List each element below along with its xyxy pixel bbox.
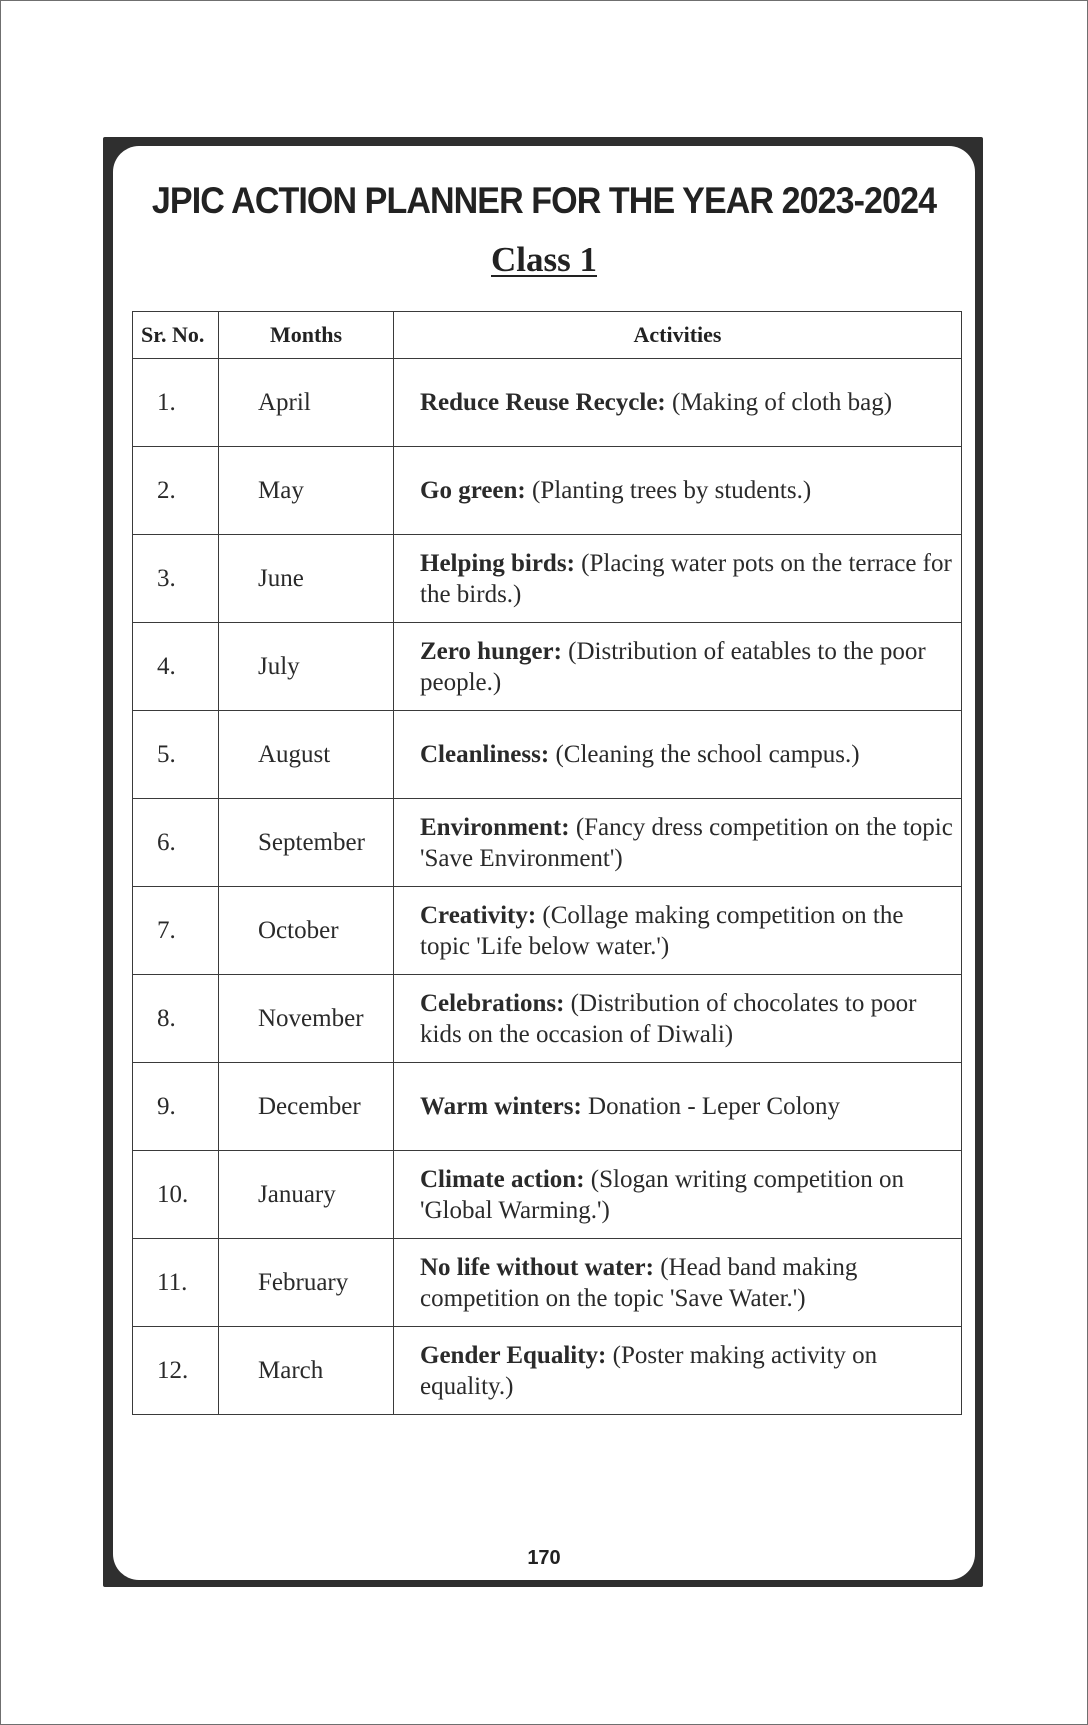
row-sr-no: 9.	[133, 1063, 219, 1151]
row-month: December	[219, 1063, 394, 1151]
row-sr-no: 5.	[133, 711, 219, 799]
activity-heading: Creativity:	[420, 901, 537, 929]
row-month: November	[219, 975, 394, 1063]
activity-description: (Poster making activity on equality.)	[420, 1341, 878, 1400]
table-row	[133, 1151, 962, 1239]
row-sr-no: 12.	[133, 1327, 219, 1415]
row-sr-no: 4.	[133, 623, 219, 711]
row-month: September	[219, 799, 394, 887]
activity-description: (Placing water pots on the terrace for the birds.)	[420, 549, 952, 608]
table-header-row	[133, 312, 962, 359]
activity-heading: Celebrations:	[420, 989, 565, 1017]
table-body	[133, 359, 962, 1415]
activity-heading: Gender Equality:	[420, 1341, 607, 1369]
row-sr-no: 6.	[133, 799, 219, 887]
row-activity	[394, 623, 962, 711]
row-month: April	[219, 359, 394, 447]
activity-description: (Fancy dress competition on the topic 'Save Environment')	[420, 813, 953, 872]
row-month: August	[219, 711, 394, 799]
activity-heading: Zero hunger:	[420, 637, 562, 665]
row-activity	[394, 887, 962, 975]
table-row	[133, 887, 962, 975]
activity-heading: Go green:	[420, 477, 526, 504]
row-activity	[394, 359, 962, 447]
table-row	[133, 711, 962, 799]
row-activity	[394, 447, 962, 535]
activity-heading: Helping birds:	[420, 549, 575, 577]
activity-description: (Head band making competition on the topic 'Save Water.')	[420, 1253, 858, 1312]
row-activity	[394, 1063, 962, 1151]
row-month: March	[219, 1327, 394, 1415]
action-planner-table	[132, 311, 962, 1415]
row-sr-no: 11.	[133, 1239, 219, 1327]
class-subtitle: Class 1	[491, 240, 597, 279]
activity-description: (Collage making competition on the topic 'Life below water.')	[420, 901, 904, 960]
table-row	[133, 359, 962, 447]
row-month: October	[219, 887, 394, 975]
row-month: February	[219, 1239, 394, 1327]
table-row	[133, 1327, 962, 1415]
row-activity	[394, 1327, 962, 1415]
row-sr-no: 7.	[133, 887, 219, 975]
table-row	[133, 623, 962, 711]
activity-heading: Environment:	[420, 813, 570, 841]
row-activity	[394, 799, 962, 887]
row-sr-no: 8.	[133, 975, 219, 1063]
activity-description: (Distribution of chocolates to poor kids on the occasion of Diwali)	[420, 989, 917, 1048]
activity-description: (Making of cloth bag)	[665, 389, 893, 416]
row-month: July	[219, 623, 394, 711]
row-activity	[394, 1239, 962, 1327]
table-row	[133, 535, 962, 623]
table-row	[133, 1063, 962, 1151]
table-row	[133, 799, 962, 887]
header-months: Months	[219, 312, 394, 359]
page-title: JPIC ACTION PLANNER FOR THE YEAR 2023-2024	[151, 180, 937, 221]
row-sr-no: 2.	[133, 447, 219, 535]
page-number: 170	[527, 1547, 561, 1569]
activity-description: (Slogan writing competition on 'Global Warming.')	[420, 1165, 904, 1224]
activity-heading: Warm winters:	[420, 1093, 582, 1120]
header-sr-no: Sr. No.	[133, 312, 219, 359]
row-sr-no: 1.	[133, 359, 219, 447]
row-sr-no: 10.	[133, 1151, 219, 1239]
table-row	[133, 975, 962, 1063]
row-month: May	[219, 447, 394, 535]
row-month: January	[219, 1151, 394, 1239]
row-activity	[394, 1151, 962, 1239]
row-month: June	[219, 535, 394, 623]
activity-description: (Distribution of eatables to the poor people.)	[420, 637, 926, 696]
table-row	[133, 447, 962, 535]
table-row	[133, 1239, 962, 1327]
activity-heading: Cleanliness:	[420, 741, 550, 768]
row-sr-no: 3.	[133, 535, 219, 623]
activity-heading: Reduce Reuse Recycle:	[420, 389, 666, 416]
row-activity	[394, 535, 962, 623]
activity-heading: No life without water:	[420, 1253, 654, 1281]
row-activity	[394, 975, 962, 1063]
row-activity	[394, 711, 962, 799]
activity-description: Donation - Leper Colony	[581, 1093, 841, 1120]
header-activities: Activities	[394, 312, 962, 359]
activity-description: (Cleaning the school campus.)	[549, 741, 860, 768]
activity-description: (Planting trees by students.)	[525, 477, 812, 504]
activity-heading: Climate action:	[420, 1165, 585, 1193]
